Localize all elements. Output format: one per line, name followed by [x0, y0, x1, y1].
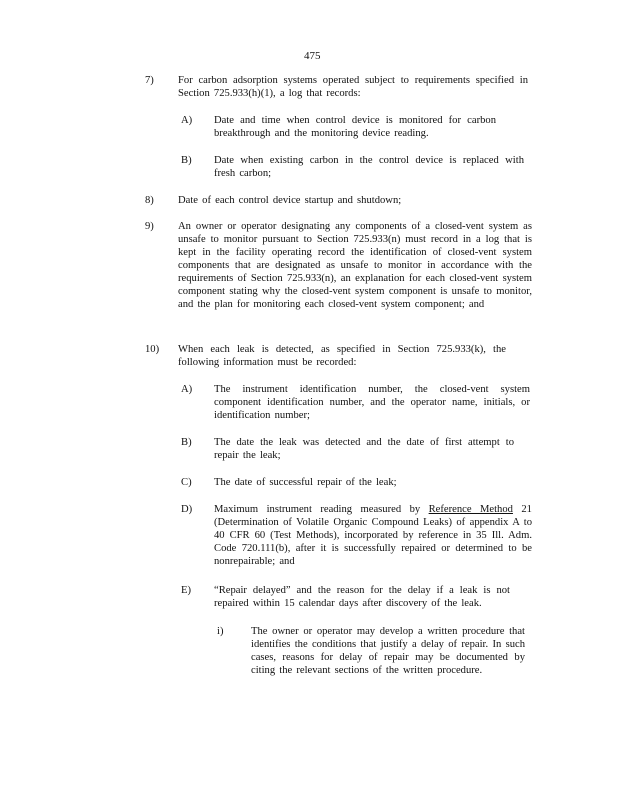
item-text: Date of each control device startup and shutdown; [178, 195, 402, 206]
underlined-reference-method: Reference Method [428, 504, 513, 515]
subitem-label: B) [181, 155, 192, 166]
subitem-text: “Repair delayed” and the reason for the delay if a leak is not repaired within 15 calendar days after discovery of the leak. [214, 585, 510, 609]
item-text: When each leak is detected, as specified in Section 725.933(k), the following information must be recorded: [178, 344, 506, 368]
subitem-text-after: 21 (Determination of Volatile Organic Compound Leaks) of appendix A to 40 CFR 60 (Test Methods), incorporated by reference in 35 Ill. Adm. Code 720.111(b), after it is successfully repaired or determined to be nonrepairable; and [214, 504, 532, 567]
subitem-text: The date the leak was detected and the date of first attempt to repair the leak; [214, 437, 514, 461]
item-label: 8) [145, 195, 154, 206]
subitem-text: Date and time when control device is monitored for carbon breakthrough and the monitoring device reading. [214, 115, 496, 139]
sub-subitem-text: The owner or operator may develop a written procedure that identifies the conditions that justify a delay of repair. In such cases, reasons for delay of repair may be documented by citing the relevant sections of the written procedure. [251, 626, 525, 676]
subitem-text [214, 503, 532, 568]
subitem-label: E) [181, 585, 191, 596]
subitem-label: C) [181, 477, 192, 488]
item-text: An owner or operator designating any components of a closed-vent system as unsafe to monitor pursuant to Section 725.933(n) must record in a log that is kept in the facility operating record the identification of closed-vent system components that are designated as unsafe to monitor in accordance with the requirements of Section 725.933(n), an explanation for each closed-vent system component stating why the closed-vent system component is unsafe to monitor, and the plan for monitoring each closed-vent system component; and [178, 221, 532, 310]
item-label: 9) [145, 221, 154, 232]
subitem-text: The instrument identification number, the closed-vent system component identification number, and the operator name, initials, or identification number; [214, 384, 530, 421]
sub-subitem-label: i) [217, 626, 224, 637]
subitem-label: D) [181, 504, 193, 515]
subitem-text: Date when existing carbon in the control device is replaced with fresh carbon; [214, 155, 524, 179]
subitem-label: A) [181, 115, 193, 126]
page-number: 475 [304, 50, 321, 62]
subitem-label: B) [181, 437, 192, 448]
item-text: For carbon adsorption systems operated subject to requirements specified in Section 725.933(h)(1), a log that records: [178, 75, 528, 99]
item-label: 10) [145, 344, 160, 355]
subitem-text-before: Maximum instrument reading measured by [214, 504, 429, 515]
subitem-text: The date of successful repair of the leak; [214, 477, 397, 488]
subitem-label: A) [181, 384, 193, 395]
item-label: 7) [145, 75, 154, 86]
